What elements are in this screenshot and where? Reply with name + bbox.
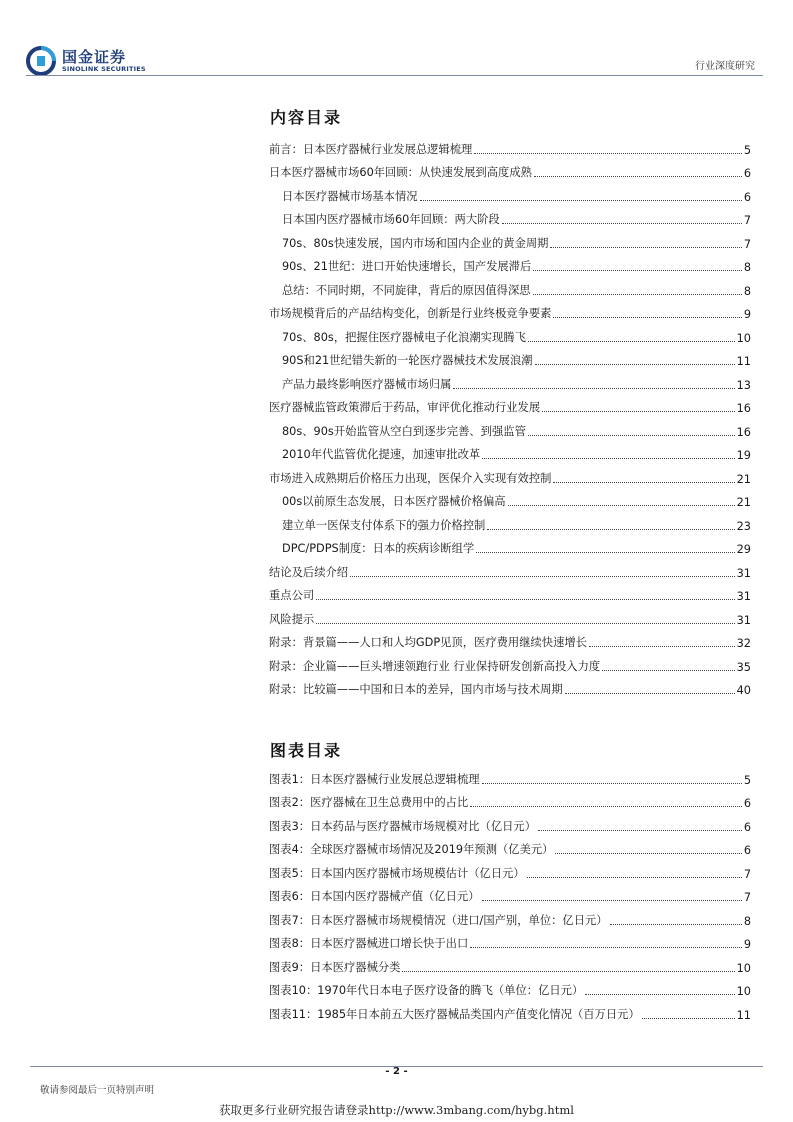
- dot-leader: [585, 994, 734, 995]
- dot-leader: [350, 576, 735, 577]
- figure-entry-label: 图表8：日本医疗器械进口增长快于出口: [269, 937, 469, 950]
- toc-entry-label: 90s、21世纪：进口开始快速增长，国产发展滞后: [282, 260, 532, 273]
- toc-entry[interactable]: [269, 486, 751, 510]
- toc-entry-page: 7: [743, 237, 751, 251]
- figure-entry-label: 图表4：全球医疗器械市场情况及2019年预测（亿美元）: [269, 843, 554, 856]
- toc-entry[interactable]: [269, 392, 751, 416]
- figure-entry-page: 8: [743, 914, 751, 928]
- toc-entry-label: 医疗器械监管政策滞后于药品，审评优化推动行业发展: [269, 401, 541, 414]
- more-reports-link[interactable]: 获取更多行业研究报告请登录http://www.3mbang.com/hybg.html: [219, 1103, 574, 1117]
- figure-entry-label: 图表11：1985年日本前五大医疗器械品类国内产值变化情况（百万日元）: [269, 1007, 640, 1021]
- toc-entry-page: 31: [736, 590, 751, 603]
- figure-entry-label: 图表3：日本药品与医疗器械市场规模对比（亿日元）: [269, 819, 537, 833]
- dot-leader: [482, 900, 742, 901]
- figure-entry-label: 图表9：日本医疗器械分类: [269, 960, 401, 974]
- toc-entry[interactable]: [269, 650, 751, 674]
- dot-leader: [534, 176, 742, 177]
- figure-entry[interactable]: [269, 975, 751, 999]
- dot-leader: [527, 877, 742, 878]
- toc-entry-label: 70s、80s快速发展，国内市场和国内企业的黄金周期: [282, 236, 549, 250]
- dot-leader: [589, 646, 735, 647]
- toc-entry-page: 13: [736, 378, 751, 392]
- toc-entry-label: 日本国内医疗器械市场60年回顾：两大阶段: [282, 213, 500, 226]
- figure-entry-page: 7: [743, 891, 751, 904]
- toc-entry[interactable]: [269, 627, 751, 651]
- figure-entry[interactable]: [269, 810, 751, 834]
- toc-entry-page: 9: [743, 308, 751, 321]
- toc-entry[interactable]: [269, 204, 751, 228]
- figure-entry-page: 10: [736, 961, 751, 975]
- figure-entry[interactable]: [269, 857, 751, 881]
- dot-leader: [565, 693, 735, 694]
- toc-entry-page: 11: [736, 355, 751, 368]
- dot-leader: [553, 317, 741, 318]
- toc-entry[interactable]: [269, 227, 751, 251]
- toc-entry[interactable]: [269, 533, 751, 557]
- toc-entry-page: 10: [736, 331, 751, 345]
- toc-entry-label: 重点公司: [269, 589, 315, 602]
- toc-entry-label: 00s以前原生态发展，日本医疗器械价格偏高: [282, 495, 506, 508]
- figure-entry-page: 6: [743, 820, 751, 834]
- dot-leader: [602, 670, 734, 671]
- toc-entry-page: 29: [736, 543, 751, 556]
- toc-entry-page: 6: [743, 190, 751, 204]
- dot-leader: [528, 341, 735, 342]
- dot-leader: [316, 599, 734, 600]
- toc-entry[interactable]: [269, 345, 751, 369]
- toc-entry[interactable]: [269, 298, 751, 322]
- dot-leader: [502, 223, 742, 224]
- figure-entry[interactable]: [269, 787, 751, 811]
- dot-leader: [550, 247, 741, 248]
- toc-entry-label: 前言：日本医疗器械行业发展总逻辑梳理: [269, 142, 473, 156]
- dot-leader: [533, 294, 742, 295]
- toc-entry-page: 32: [736, 637, 751, 650]
- dot-leader: [470, 947, 742, 948]
- toc-entry[interactable]: [269, 509, 751, 533]
- dot-leader: [482, 458, 734, 459]
- figure-entry-page: 7: [743, 867, 751, 881]
- header-divider: [26, 75, 763, 76]
- company-logo: [26, 46, 166, 78]
- toc-entry-page: 40: [736, 684, 751, 697]
- figure-entry-label: 图表1：日本医疗器械行业发展总逻辑梳理: [269, 772, 480, 786]
- toc-entry-page: 16: [736, 425, 751, 439]
- toc-entry-page: 23: [736, 519, 751, 533]
- figure-entry-page: 11: [736, 1008, 751, 1022]
- figures-list: [269, 763, 751, 1022]
- dot-leader: [508, 505, 735, 506]
- toc-entry[interactable]: [269, 580, 751, 604]
- toc-entry-page: 19: [736, 449, 751, 462]
- dot-leader: [528, 435, 735, 436]
- toc-entry[interactable]: [269, 603, 751, 627]
- dot-leader: [402, 971, 734, 972]
- toc-entry[interactable]: [269, 274, 751, 298]
- report-category: 行业深度研究: [695, 61, 755, 72]
- dot-leader: [533, 270, 742, 271]
- toc-entry-label: 70s、80s，把握住医疗器械电子化浪潮实现腾飞: [282, 330, 526, 344]
- dot-leader: [476, 552, 734, 553]
- toc-entry-page: 16: [736, 402, 751, 415]
- dot-leader: [542, 411, 734, 412]
- figure-entry[interactable]: [269, 904, 751, 928]
- toc-entry-label: 80s、90s开始监管从空白到逐步完善、到强监管: [282, 424, 526, 438]
- toc-entry-label: DPC/PDPS制度：日本的疾病诊断组学: [282, 542, 475, 555]
- toc-entry[interactable]: [269, 439, 751, 463]
- figure-entry[interactable]: [269, 834, 751, 858]
- toc-entry[interactable]: [269, 180, 751, 204]
- toc-entry-page: 31: [736, 613, 751, 627]
- dot-leader: [487, 529, 734, 530]
- toc-entry-label: 附录：企业篇——巨头增速领跑行业 行业保持研发创新高投入力度: [269, 659, 601, 673]
- figure-entry-page: 9: [743, 938, 751, 951]
- toc-entry-label: 90S和21世纪错失新的一轮医疗器械技术发展浪潮: [282, 354, 533, 367]
- figure-entry[interactable]: [269, 928, 751, 952]
- toc-title: 内容目录: [270, 108, 343, 127]
- toc-entry-page: 7: [743, 214, 751, 227]
- dot-leader: [553, 482, 734, 483]
- dot-leader: [453, 388, 734, 389]
- toc-entry-label: 市场进入成熟期后价格压力出现，医保介入实现有效控制: [269, 471, 552, 485]
- figure-entry[interactable]: [269, 763, 751, 787]
- dot-leader: [470, 806, 742, 807]
- toc-entry-label: 日本医疗器械市场60年回顾：从快速发展到高度成熟: [269, 166, 532, 179]
- toc-entry-page: 5: [743, 143, 751, 157]
- disclaimer-text: 敬请参阅最后一页特别声明: [40, 1085, 155, 1096]
- logo-cn-text: 国金证券: [62, 48, 127, 66]
- figures-title: 图表目录: [270, 741, 343, 760]
- toc-entry[interactable]: [269, 368, 751, 392]
- figure-entry[interactable]: [269, 881, 751, 905]
- figure-entry-page: 5: [743, 773, 751, 787]
- toc-entry[interactable]: [269, 556, 751, 580]
- toc-entry[interactable]: [269, 674, 751, 698]
- dot-leader: [535, 364, 735, 365]
- figure-entry-page: 6: [743, 844, 751, 857]
- toc-entry-label: 附录：比较篇——中国和日本的差异，国内市场与技术周期: [269, 683, 563, 696]
- sinolink-logo-icon: [26, 46, 56, 76]
- toc-entry-label: 风险提示: [269, 612, 315, 626]
- toc-list: [269, 133, 751, 697]
- figure-entry-page: 10: [736, 985, 751, 998]
- toc-entry-label: 产品力最终影响医疗器械市场归属: [282, 377, 452, 391]
- dot-leader: [474, 153, 741, 154]
- figure-entry[interactable]: [269, 998, 751, 1022]
- figure-entry-label: 图表6：日本国内医疗器械产值（亿日元）: [269, 890, 480, 903]
- dot-leader: [420, 200, 742, 201]
- toc-entry-label: 日本医疗器械市场基本情况: [282, 189, 418, 203]
- dot-leader: [482, 783, 742, 784]
- toc-entry-page: 35: [736, 660, 751, 674]
- dot-leader: [555, 853, 741, 854]
- logo-en-text: SINOLINK SECURITIES: [62, 65, 146, 73]
- figure-entry-label: 图表5：日本国内医疗器械市场规模估计（亿日元）: [269, 866, 525, 880]
- figure-entry-page: 6: [743, 797, 751, 810]
- dot-leader: [316, 623, 734, 624]
- dot-leader: [642, 1018, 735, 1019]
- dot-leader: [610, 924, 742, 925]
- toc-entry-label: 2010年代监管优化提速，加速审批改革: [282, 448, 481, 461]
- dot-leader: [538, 830, 742, 831]
- toc-entry[interactable]: [269, 251, 751, 275]
- toc-entry-label: 建立单一医保支付体系下的强力价格控制: [282, 518, 486, 532]
- toc-entry-page: 8: [743, 261, 751, 274]
- toc-entry[interactable]: [269, 462, 751, 486]
- toc-entry-page: 6: [743, 167, 751, 180]
- figure-entry-label: 图表10：1970年代日本电子医疗设备的腾飞（单位：亿日元）: [269, 984, 584, 997]
- figure-entry[interactable]: [269, 951, 751, 975]
- toc-entry[interactable]: [269, 321, 751, 345]
- toc-entry-page: 21: [736, 496, 751, 509]
- toc-entry-page: 21: [736, 472, 751, 486]
- toc-entry-label: 总结：不同时期，不同旋律，背后的原因值得深思: [282, 283, 531, 297]
- toc-entry-label: 市场规模背后的产品结构变化，创新是行业终极竞争要素: [269, 307, 552, 320]
- figure-entry-label: 图表2：医疗器械在卫生总费用中的占比: [269, 796, 469, 809]
- toc-entry-label: 附录：背景篇——人口和人均GDP见顶，医疗费用继续快速增长: [269, 636, 587, 649]
- page-number: - 2 -: [385, 1066, 408, 1077]
- toc-entry-label: 结论及后续介绍: [269, 565, 349, 579]
- figure-entry-label: 图表7：日本医疗器械市场规模情况（进口/国产别，单位：亿日元）: [269, 913, 608, 927]
- toc-entry[interactable]: [269, 157, 751, 181]
- toc-entry[interactable]: [269, 415, 751, 439]
- toc-entry[interactable]: [269, 133, 751, 157]
- toc-entry-page: 31: [736, 566, 751, 580]
- toc-entry-page: 8: [743, 284, 751, 298]
